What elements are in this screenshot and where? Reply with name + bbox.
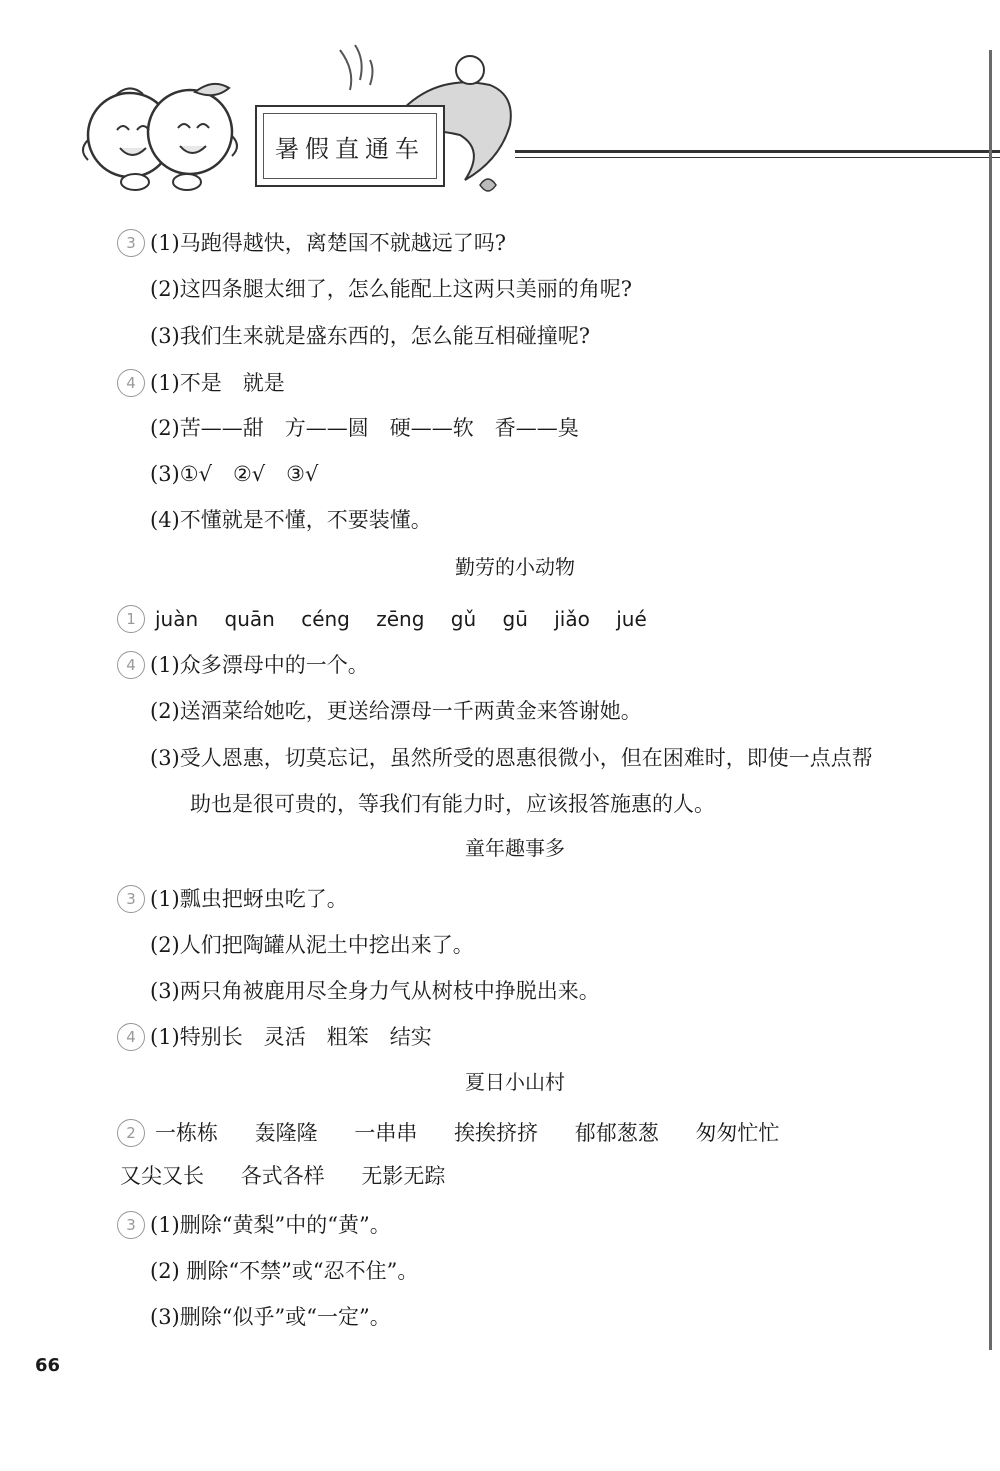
answer-line: (1)删除“黄梨”中的“黄”。 xyxy=(150,1213,391,1237)
pinyin-item: zēng xyxy=(376,607,425,631)
pinyin-item: gǔ xyxy=(450,607,477,631)
answer-line: (2)苦——甜 方——圆 硬——软 香——臭 xyxy=(150,416,579,440)
word-item: 一串串 xyxy=(354,1121,418,1145)
pinyin-item: gū xyxy=(502,607,528,631)
right-edge-bar xyxy=(989,50,992,1350)
answer-line: (3)两只角被鹿用尽全身力气从树枝中挣脱出来。 xyxy=(150,979,600,1003)
fruit-mascots-illustration xyxy=(75,80,255,195)
answer-line: (2)送酒菜给她吃，更送给漂母一千两黄金来答谢她。 xyxy=(150,699,642,723)
header-title-box xyxy=(255,105,445,187)
word-item: 各式各样 xyxy=(240,1164,325,1188)
header-rule-thin xyxy=(515,157,1000,158)
question-marker: 3 xyxy=(117,229,145,257)
word-item: 挨挨挤挤 xyxy=(454,1121,539,1145)
question-marker: 2 xyxy=(117,1119,145,1147)
word-row xyxy=(120,1161,475,1191)
pinyin-row xyxy=(155,604,667,634)
word-row xyxy=(155,1118,809,1148)
pinyin-item: juàn xyxy=(155,607,199,631)
answer-line: (1)不是 就是 xyxy=(150,371,285,395)
answer-line: (3)①√ ②√ ③√ xyxy=(150,462,319,486)
answer-line: (1)众多漂母中的一个。 xyxy=(150,653,369,677)
answer-line: (3)我们生来就是盛东西的，怎么能互相碰撞呢? xyxy=(150,324,591,348)
word-item: 郁郁葱葱 xyxy=(574,1121,659,1145)
page-number: 66 xyxy=(35,1355,61,1376)
word-item: 轰隆隆 xyxy=(254,1121,318,1145)
word-item: 匆匆忙忙 xyxy=(695,1121,780,1145)
answer-line: (3)受人恩惠，切莫忘记，虽然所受的恩惠很微小，但在困难时，即使一点点帮 xyxy=(150,746,873,770)
pinyin-item: jué xyxy=(616,607,647,631)
answer-line: (2)这四条腿太细了，怎么能配上这两只美丽的角呢? xyxy=(150,277,633,301)
question-marker: 3 xyxy=(117,1211,145,1239)
section-title: 勤劳的小动物 xyxy=(455,555,575,579)
word-item: 无影无踪 xyxy=(361,1164,446,1188)
section-title: 夏日小山村 xyxy=(465,1070,565,1094)
answer-line: 助也是很可贵的，等我们有能力时，应该报答施惠的人。 xyxy=(190,792,715,816)
answer-line: (1)马跑得越快，离楚国不就越远了吗? xyxy=(150,231,507,255)
word-item: 又尖又长 xyxy=(120,1164,204,1188)
word-item: 一栋栋 xyxy=(155,1121,218,1145)
answer-line: (3)删除“似乎”或“一定”。 xyxy=(150,1305,391,1329)
answer-line: (1)瓢虫把蚜虫吃了。 xyxy=(150,887,348,911)
answer-line: (4)不懂就是不懂，不要装懂。 xyxy=(150,508,432,532)
pinyin-item: quān xyxy=(224,607,275,631)
section-title: 童年趣事多 xyxy=(465,836,565,860)
answer-line: (2) 删除“不禁”或“忍不住”。 xyxy=(150,1259,419,1283)
pinyin-item: jiǎo xyxy=(554,607,590,631)
question-marker: 1 xyxy=(117,605,145,633)
header-title: 暑假直通车 xyxy=(263,113,437,179)
header-rule xyxy=(515,150,1000,153)
answer-line: (1)特别长 灵活 粗笨 结实 xyxy=(150,1025,432,1049)
question-marker: 4 xyxy=(117,369,145,397)
pinyin-item: céng xyxy=(301,607,350,631)
answer-line: (2)人们把陶罐从泥土中挖出来了。 xyxy=(150,933,474,957)
question-marker: 4 xyxy=(117,1023,145,1051)
question-marker: 3 xyxy=(117,885,145,913)
question-marker: 4 xyxy=(117,651,145,679)
